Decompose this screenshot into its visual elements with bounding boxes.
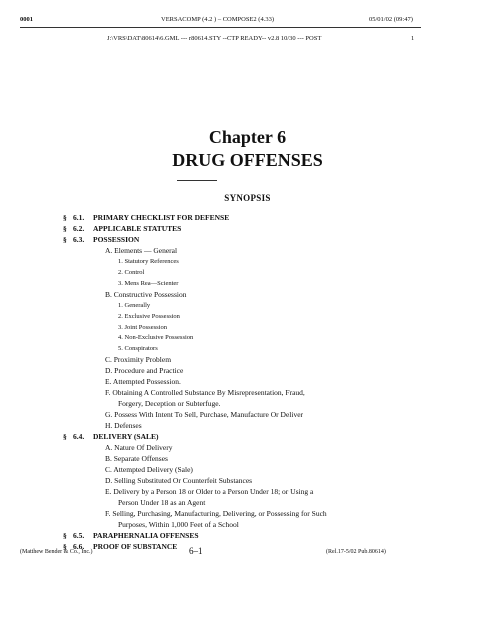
page-count: 1	[411, 35, 415, 42]
continuation-line: Purposes, Within 1,000 Feet of a School	[118, 519, 239, 529]
subsection-item: C. Proximity Problem	[105, 355, 172, 365]
continuation-line: Person Under 18 as an Agent	[118, 497, 206, 507]
chapter-title: DRUG OFFENSES	[172, 150, 323, 170]
section-title: DELIVERY (SALE)	[93, 432, 159, 441]
section-number: 6.6.	[73, 541, 85, 551]
subsection-item: F. Selling, Purchasing, Manufacturing, Delivering, or Possessing for Such	[105, 508, 327, 518]
chapter-label: Chapter 6	[208, 127, 287, 147]
subsection-item: E. Delivery by a Person 18 or Older to a Person Under 18; or Using a	[105, 486, 314, 496]
page-code: 0001	[20, 16, 33, 23]
section-title: PARAPHERNALIA OFFENSES	[93, 530, 199, 540]
page-number: 6–1	[189, 546, 203, 556]
subsection-item: D. Procedure and Practice	[105, 366, 184, 376]
subpoint-item: 2. Exclusive Possession	[118, 312, 180, 320]
subpoint-item: 4. Non-Exclusive Possession	[118, 334, 194, 342]
subsection-item: C. Attempted Delivery (Sale)	[105, 464, 193, 474]
title-rule	[177, 180, 217, 181]
subsection-item: B. Constructive Possession	[105, 289, 187, 299]
release-note: (Rel.17-5/02 Pub.80614)	[326, 549, 386, 555]
subpoint-item: 5. Conspirators	[118, 345, 158, 353]
section-title: PRIMARY CHECKLIST FOR DEFENSE	[93, 213, 230, 222]
section-symbol: §	[63, 234, 67, 244]
subsection-item: F. Obtaining A Controlled Substance By Misrepresentation, Fraud,	[105, 388, 305, 398]
section-number: 6.2.	[73, 223, 85, 233]
file-path: J:\VRS\DAT\80614\6.GML --- r80614.STY --CTP READY-- v2.8 10/30 --- POST	[107, 35, 322, 42]
subpoint-item: 3. Mens Rea—Scienter	[118, 279, 179, 287]
section-symbol: §	[63, 541, 67, 551]
section-symbol: §	[63, 213, 67, 222]
subsection-item: A. Nature Of Delivery	[105, 442, 173, 452]
publisher-note: (Matthew Bender & Co., Inc.)	[20, 549, 93, 555]
composer-info: VERSACOMP (4.2 ) – COMPOSE2 (4.33)	[161, 16, 274, 23]
compose-date: 05/01/02 (09:47)	[369, 16, 413, 23]
subsection-item: B. Separate Offenses	[105, 453, 168, 463]
section-number: 6.1.	[73, 213, 85, 222]
section-title: POSSESSION	[93, 234, 140, 244]
section-title: PROOF OF SUBSTANCE	[93, 541, 178, 551]
synopsis-heading: SYNOPSIS	[224, 193, 271, 203]
subsection-item: D. Selling Substituted Or Counterfeit Substances	[105, 475, 253, 485]
section-title: APPLICABLE STATUTES	[93, 223, 182, 233]
subsection-item: A. Elements — General	[105, 245, 178, 255]
subpoint-item: 1. Statutory References	[118, 257, 179, 265]
section-symbol: §	[63, 530, 67, 540]
subsection-item: E. Attempted Possession.	[105, 377, 181, 387]
subsection-item: H. Defenses	[105, 421, 142, 431]
section-number: 6.5.	[73, 530, 85, 540]
section-symbol: §	[63, 432, 67, 441]
subpoint-item: 2. Control	[118, 268, 145, 276]
subpoint-item: 1. Generally	[118, 301, 151, 309]
subpoint-item: 3. Joint Possession	[118, 323, 167, 331]
subsection-item: G. Possess With Intent To Sell, Purchase, Manufacture Or Deliver	[105, 410, 304, 420]
header-rule	[20, 27, 421, 28]
section-number: 6.3.	[73, 234, 85, 244]
section-number: 6.4.	[73, 432, 85, 441]
continuation-line: Forgery, Deception or Subterfuge.	[118, 399, 221, 409]
section-symbol: §	[63, 223, 67, 233]
